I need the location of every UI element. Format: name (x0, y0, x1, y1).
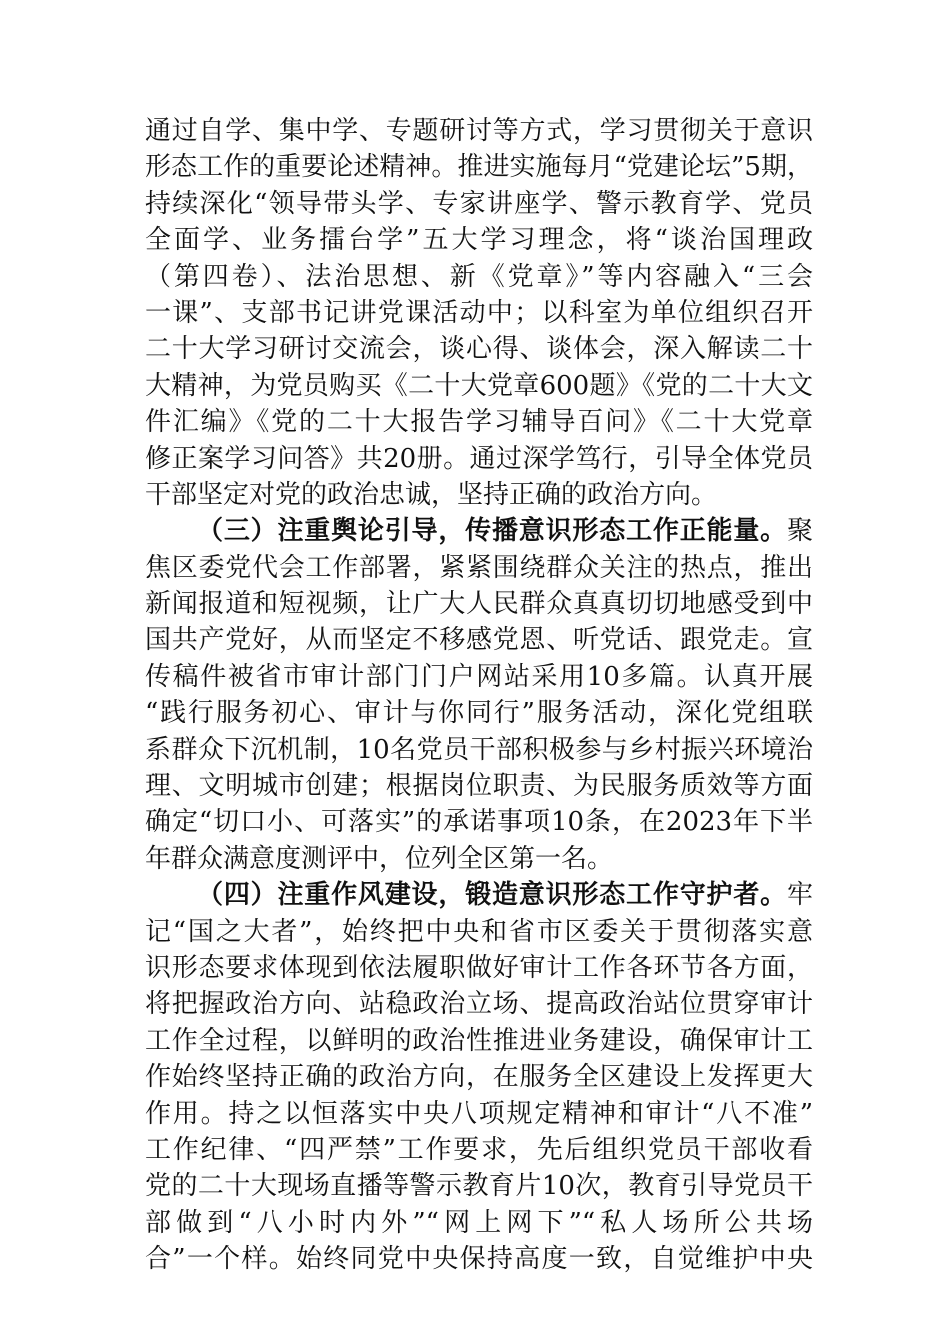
text-line: 干部坚定对党的政治忠诚，坚持正确的政治方向。 (145, 479, 718, 510)
text-line: 作始终坚持正确的政治方向，在服务全区建设上发挥更大 (145, 1062, 813, 1093)
paragraph-work-style (145, 877, 813, 1277)
text-line: 一课”、支部书记讲党课活动中；以科室为单位组织召开 (145, 297, 813, 328)
text-line: 修正案学习问答》共20册。通过深学笃行，引导全体党员 (145, 443, 813, 474)
text-line: 焦区委党代会工作部署，紧紧围绕群众关注的热点，推出 (145, 552, 813, 583)
text-line: 党的二十大现场直播等警示教育片10次，教育引导党员干 (145, 1171, 813, 1202)
text-line: 将把握政治方向、站稳政治立场、提高政治站位贯穿审计 (145, 989, 813, 1020)
text-line: 确定“切口小、可落实”的承诺事项10条，在2023年下半 (145, 807, 813, 838)
text-line: 工作全过程，以鲜明的政治性推进业务建设，确保审计工 (145, 1025, 813, 1056)
section-heading: （四）注重作风建设，锻造意识形态工作守护者。 (197, 880, 787, 911)
text-line: 作用。持之以恒落实中央八项规定精神和审计“八不准” (145, 1098, 813, 1129)
paragraph-study (145, 113, 813, 513)
text-line: 合”一个样。始终同党中央保持高度一致，自觉维护中央 (145, 1244, 813, 1275)
text-line: 部做到“八小时内外”“网上网下”“私人场所公共场 (145, 1207, 813, 1238)
text-line: 记“国之大者”，始终把中央和省市区委关于贯彻落实意 (145, 916, 813, 947)
text-line: 年群众满意度测评中，位列全区第一名。 (145, 843, 614, 874)
text-line: 大精神，为党员购买《二十大党章600题》《党的二十大文 (145, 370, 813, 401)
text-line: 二十大学习研讨交流会，谈心得、谈体会，深入解读二十 (145, 334, 813, 365)
text-line: 系群众下沉机制，10名党员干部积极参与乡村振兴环境治 (145, 734, 813, 765)
text-line: 国共产党好，从而坚定不移感党恩、听党话、跟党走。宣 (145, 625, 813, 656)
text-line: 件汇编》《党的二十大报告学习辅导百问》《二十大党章 (145, 407, 813, 438)
document-page (145, 113, 813, 1278)
text-line: “践行服务初心、审计与你同行”服务活动，深化党组联 (145, 698, 813, 729)
text-line: 全面学、业务擂台学”五大学习理念，将“谈治国理政 (145, 225, 813, 256)
text-line: 工作纪律、“四严禁”工作要求，先后组织党员干部收看 (145, 1134, 813, 1165)
paragraph-public-opinion (145, 513, 813, 877)
text-line: 新闻报道和短视频，让广大人民群众真真切切地感受到中 (145, 589, 813, 620)
heading-tail-text: 牢 (786, 880, 813, 911)
text-line: 形态工作的重要论述精神。推进实施每月“党建论坛”5期， (145, 152, 813, 183)
heading-tail-text: 聚 (786, 516, 813, 547)
paragraph-first-line (145, 877, 813, 913)
text-line: 传稿件被省市审计部门门户网站采用10多篇。认真开展 (145, 661, 813, 692)
text-line: 持续深化“领导带头学、专家讲座学、警示教育学、党员 (145, 188, 813, 219)
text-line: 识形态要求体现到依法履职做好审计工作各环节各方面， (145, 952, 813, 983)
text-line: （第四卷）、法治思想、新《党章》”等内容融入“三会 (145, 261, 813, 292)
paragraph-first-line (145, 513, 813, 549)
text-line: 通过自学、集中学、专题研讨等方式，学习贯彻关于意识 (145, 116, 813, 146)
text-line: 理、文明城市创建；根据岗位职责、为民服务质效等方面 (145, 771, 813, 802)
section-heading: （三）注重舆论引导，传播意识形态工作正能量。 (197, 516, 787, 547)
